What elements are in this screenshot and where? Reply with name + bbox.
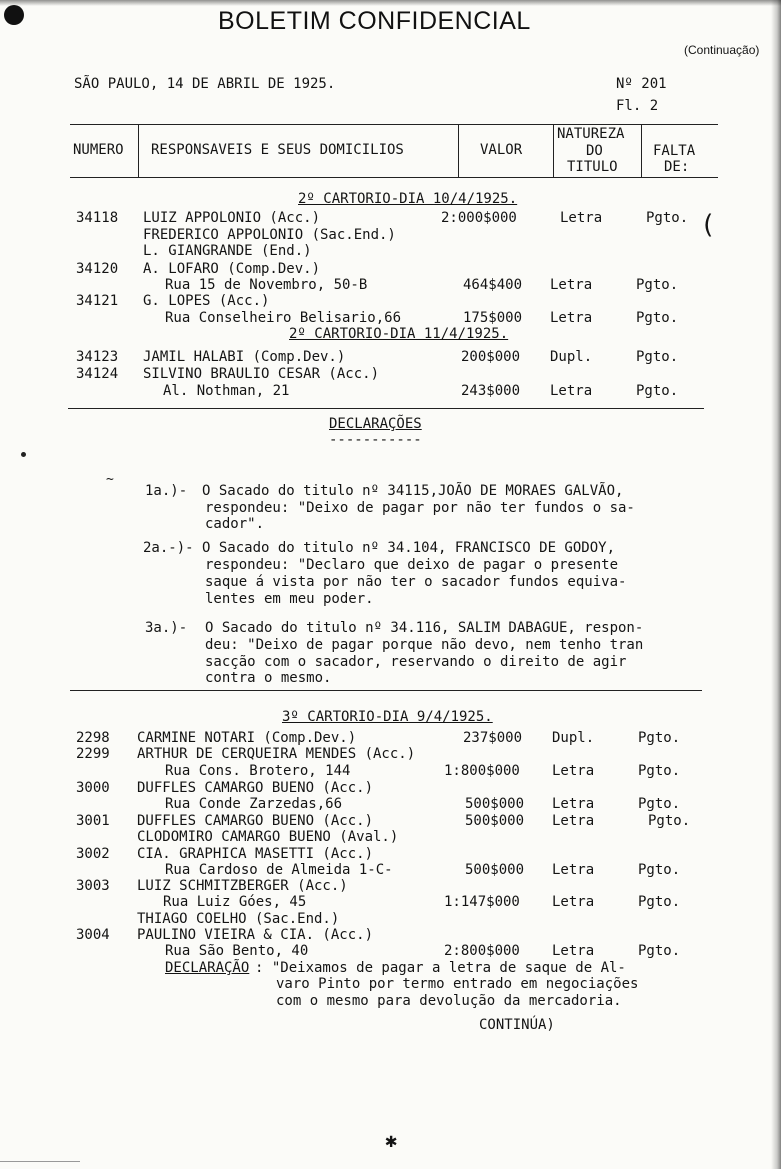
row-number: 2299 (76, 746, 110, 762)
column-header-natureza-do: DO (586, 143, 603, 159)
declaration-line: deu: "Deixo de pagar porque não devo, nem tenho tran (205, 637, 644, 653)
row-name: JAMIL HALABI (Comp.Dev.) (143, 349, 346, 365)
row-type: Letra (552, 894, 595, 910)
row-reason: Pgto. (648, 813, 691, 829)
row-name: DUFFLES CAMARGO BUENO (Acc.) (137, 780, 374, 796)
row-value: 2:800$000 (444, 943, 520, 959)
column-header-falta-de: DE: (664, 159, 690, 175)
row-reason: Pgto. (636, 349, 679, 365)
column-header-valor: VALOR (480, 142, 523, 158)
row-name: PAULINO VIEIRA & CIA. (Acc.) (137, 927, 374, 943)
column-divider (138, 124, 139, 177)
row-value: 200$000 (461, 349, 521, 365)
row-name: LUIZ APPOLONIO (Acc.) (143, 210, 321, 226)
row-name: CARMINE NOTARI (Comp.Dev.) (137, 730, 357, 746)
row-address: Rua Cons. Brotero, 144 (165, 763, 351, 779)
row-number: 3001 (76, 813, 110, 829)
ink-dot (21, 452, 26, 457)
row-value: 500$000 (465, 796, 525, 812)
row-reason: Pgto. (646, 210, 689, 226)
continua-label: CONTINÚA) (479, 1017, 555, 1033)
row-type: Letra (560, 210, 603, 226)
row-type: Letra (552, 813, 595, 829)
declaration-line: sacção com o sacador, reservando o direito de agir (205, 654, 627, 670)
row-reason: Pgto. (638, 763, 681, 779)
row-number: 3004 (76, 927, 110, 943)
declaration-line: cador". (205, 516, 265, 532)
column-divider (458, 124, 459, 177)
declaration-line: com o mesmo para devolução da mercadoria. (276, 993, 622, 1009)
row-type: Letra (552, 763, 595, 779)
column-header-natureza-titulo: TITULO (567, 159, 618, 175)
section-title: 3º CARTORIO-DIA 9/4/1925. (282, 709, 493, 725)
row-type: Letra (550, 310, 593, 326)
table-header-bottom-rule (70, 177, 718, 178)
row-value: 2:000$000 (441, 210, 517, 226)
row-type: Letra (552, 862, 595, 878)
row-address: Rua 15 de Novembro, 50-B (165, 277, 368, 293)
row-type: Letra (550, 277, 593, 293)
row-name: LUIZ SCHMITZBERGER (Acc.) (137, 878, 348, 894)
declaration-label: 2a.-)- (143, 540, 194, 556)
row-address: Rua Conde Zarzedas,66 (165, 796, 343, 812)
declaration-label: DECLARAÇÃO (165, 960, 250, 976)
declaracoes-title: DECLARAÇÕES (329, 416, 422, 432)
document-title: BOLETIM CONFIDENCIAL (218, 7, 531, 35)
section-title: 2º CARTORIO-DIA 11/4/1925. (289, 326, 509, 342)
row-reason: Pgto. (638, 730, 681, 746)
declaration-line: O Sacado do titulo nº 34.116, SALIM DABAGUE, respon- (205, 620, 644, 636)
row-address: Rua São Bento, 40 (165, 943, 309, 959)
row-number: 3002 (76, 846, 110, 862)
row-type: Letra (550, 383, 593, 399)
row-reason: Pgto. (638, 894, 681, 910)
row-name: CIA. GRAPHICA MASETTI (Acc.) (137, 846, 374, 862)
row-number: 3003 (76, 878, 110, 894)
row-number: 34124 (76, 366, 119, 382)
row-name: A. LOFARO (Comp.Dev.) (143, 261, 321, 277)
column-divider (641, 124, 642, 177)
declaration-label: 1a.)- (145, 483, 188, 499)
continuation-label: (Continuação) (684, 43, 760, 57)
row-value: 1:800$000 (444, 763, 520, 779)
declaration-label: 3a.)- (145, 620, 188, 636)
row-type: Dupl. (550, 349, 593, 365)
handwritten-mark: ~ (106, 472, 114, 487)
row-reason: Pgto. (638, 796, 681, 812)
scan-bottom-edge (0, 1161, 80, 1162)
row-reason: Pgto. (638, 943, 681, 959)
column-header-responsaveis: RESPONSAVEIS E SEUS DOMICILIOS (151, 142, 404, 158)
scan-right-edge (771, 0, 781, 1169)
row-number: 34121 (76, 293, 119, 309)
declaration-line: saque á vista por não ter o sacador fundos equiva- (205, 574, 627, 590)
row-value: 175$000 (463, 310, 523, 326)
row-number: 2298 (76, 730, 110, 746)
row-number: 34118 (76, 210, 119, 226)
row-value: 464$400 (463, 277, 523, 293)
declaration-line: O Sacado do titulo nº 34.104, FRANCISCO DE GODOY, (202, 540, 616, 556)
row-name: G. LOPES (Acc.) (143, 293, 270, 309)
row-name: DUFFLES CAMARGO BUENO (Acc.) (137, 813, 374, 829)
row-address: Al. Nothman, 21 (163, 383, 290, 399)
punch-hole-mark (4, 5, 24, 25)
row-reason: Pgto. (636, 277, 679, 293)
row-name: L. GIANGRANDE (End.) (143, 243, 312, 259)
row-reason: Pgto. (636, 383, 679, 399)
row-value: 243$000 (461, 383, 521, 399)
row-value: 500$000 (465, 862, 525, 878)
row-number: 3000 (76, 780, 110, 796)
row-number: 34120 (76, 261, 119, 277)
declaration-line: varo Pinto por termo entrado em negociações (276, 976, 639, 992)
column-header-falta: FALTA (653, 143, 696, 159)
table-top-rule (70, 124, 718, 125)
declaration-line: respondeu: "Deixo de pagar por não ter fundos o sa- (205, 500, 635, 516)
row-reason: Pgto. (638, 862, 681, 878)
section-title: 2º CARTORIO-DIA 10/4/1925. (298, 191, 518, 207)
declaration-line: contra o mesmo. (205, 670, 332, 686)
place-date: SÃO PAULO, 14 DE ABRIL DE 1925. (74, 76, 336, 92)
row-address: Rua Conselheiro Belisario,66 (165, 310, 402, 326)
row-address: Rua Luiz Góes, 45 (163, 894, 307, 910)
declaration-line: O Sacado do titulo nº 34115,JOÃO DE MORAES GALVÃO, (202, 483, 624, 499)
row-name: THIAGO COELHO (Sac.End.) (137, 911, 340, 927)
declaration-line: : "Deixamos de pagar a letra de saque de Al- (255, 960, 626, 976)
sheet-number: Fl. 2 (616, 98, 659, 114)
row-type: Letra (552, 943, 595, 959)
handwritten-bracket: ( (700, 210, 716, 240)
column-header-numero: NUMERO (73, 142, 124, 158)
bulletin-number: Nº 201 (616, 76, 667, 92)
row-number: 34123 (76, 349, 119, 365)
row-reason: Pgto. (636, 310, 679, 326)
bottom-ink-mark: ✱ (385, 1128, 398, 1152)
row-address: Rua Cardoso de Almeida 1-C- (165, 862, 393, 878)
column-divider (553, 124, 554, 177)
row-name: ARTHUR DE CERQUEIRA MENDES (Acc.) (137, 746, 416, 762)
row-name: SILVINO BRAULIO CESAR (Acc.) (143, 366, 380, 382)
row-value: 500$000 (465, 813, 525, 829)
declaration-line: respondeu: "Declaro que deixo de pagar o presente (205, 557, 619, 573)
row-type: Letra (552, 796, 595, 812)
section-divider (70, 690, 702, 691)
row-value: 1:147$000 (444, 894, 520, 910)
section-divider (68, 408, 704, 409)
row-type: Dupl. (552, 730, 595, 746)
row-name: FREDERICO APPOLONIO (Sac.End.) (143, 227, 396, 243)
declaracoes-underline: ----------- (329, 432, 422, 448)
row-name: CLODOMIRO CAMARGO BUENO (Aval.) (137, 829, 399, 845)
row-value: 237$000 (463, 730, 523, 746)
declaration-line: lentes em meu poder. (205, 591, 374, 607)
column-header-natureza: NATUREZA (557, 126, 625, 142)
